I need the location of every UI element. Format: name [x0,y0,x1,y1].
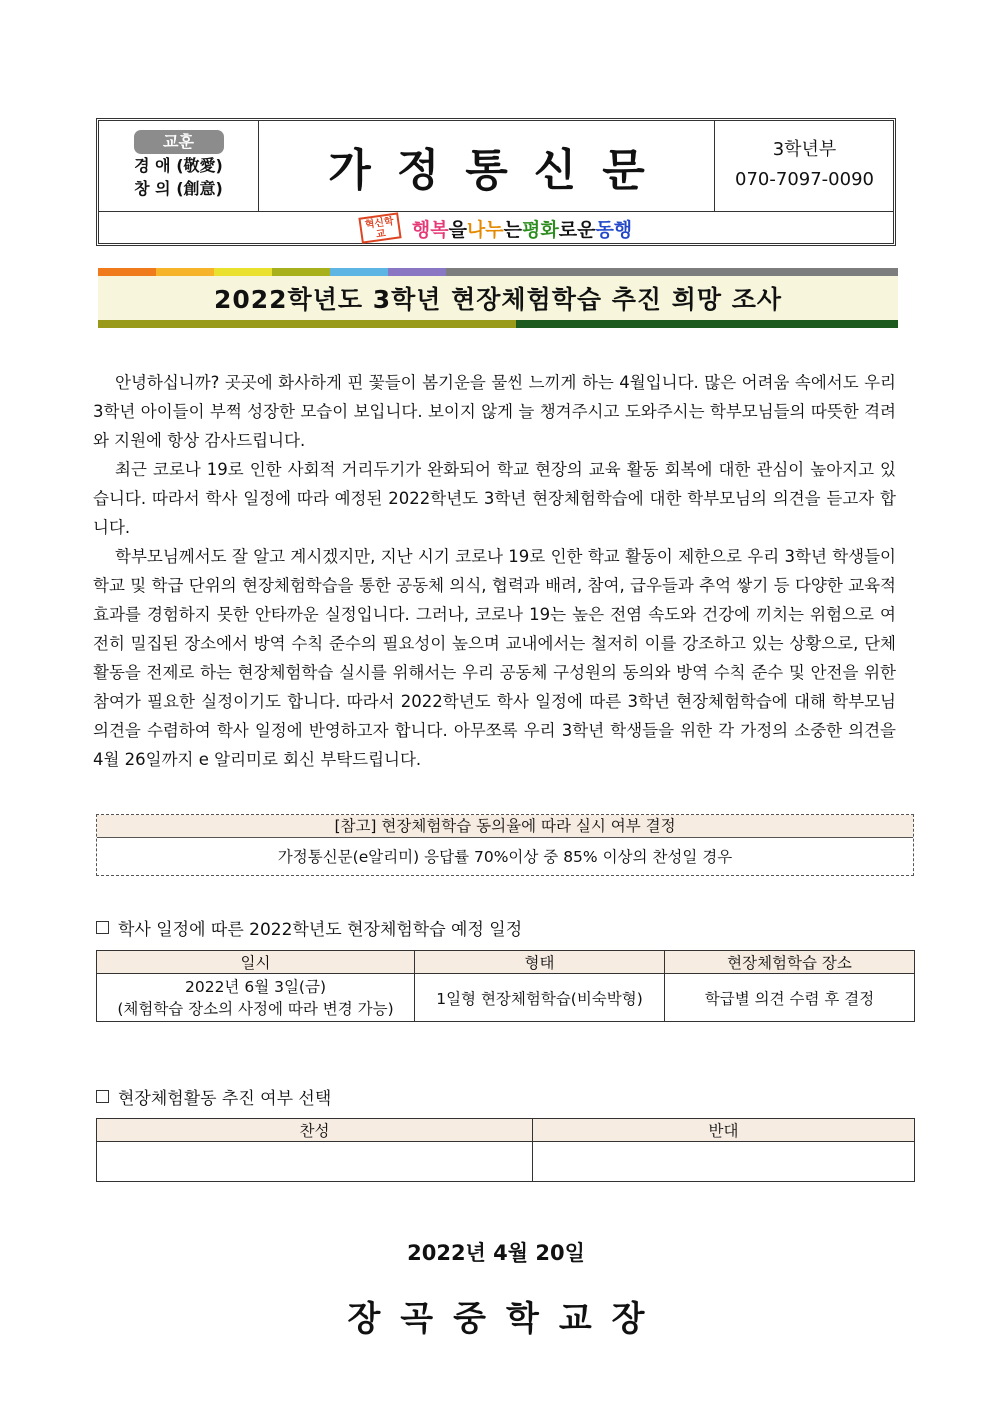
table-header-row [97,951,915,974]
body-paragraph-1: 안녕하십니까? 곳곳에 화사하게 핀 꽃들이 봄기운을 물씬 느끼게 하는 4월입니다. 많은 어려움 속에서도 우리 3학년 아이들이 부쩍 성장한 모습이 보입니다. 보이지 않게 늘 챙겨주시고 도와주시는 학부모님들의 따뜻한 격려와 지원에 항상 감사드립니다. [93,373,896,450]
survey-title-banner [98,268,898,330]
banner-color-bar [446,268,898,276]
header-top-row [99,121,893,212]
column-header-place: 현장체험학습 장소 [665,951,915,974]
slogan-particle: 로운 [558,218,596,241]
innovation-school-stamp-icon: 혁신학교 [358,212,401,243]
column-header-date: 일시 [97,951,415,974]
schedule-date: 2022년 6월 3일(금) [184,977,326,996]
letter-body [93,368,896,774]
letter-header [96,118,896,246]
issue-date: 2022년 4월 20일 [407,1241,585,1265]
document-title: 가정통신문 [259,121,715,211]
department-phone: 070-7097-0090 [735,169,874,190]
table-row [97,974,915,1022]
schedule-table [96,950,915,1022]
slogan-particle: 는 [503,218,522,241]
banner-color-bar [330,268,388,276]
banner-bottom-bar [516,320,898,328]
checkbox-square-icon [96,1090,109,1103]
reference-notice [96,814,914,876]
slogan-word-happiness: 행복 [411,218,449,241]
vote-table [96,1118,915,1182]
motto-badge: 교훈 [134,130,224,154]
school-slogan [99,212,893,244]
school-motto [99,121,259,211]
vote-section-heading [96,1084,331,1109]
schedule-section-heading [96,915,522,940]
schedule-date-cell [97,974,415,1022]
column-header-agree: 찬성 [97,1119,533,1142]
body-paragraph-2: 최근 코로나 19로 인한 사회적 거리두기가 완화되어 학교 현장의 교육 활동 회복에 대한 관심이 높아지고 있습니다. 따라서 학사 일정에 따라 예정된 2022학년도 3학년 현장체험학습에 대한 학부모님의 의견을 듣고자 합니다. [93,460,896,537]
notice-heading: [참고] 현장체험학습 동의율에 따라 실시 여부 결정 [97,815,913,838]
schedule-place: 학급별 의견 수렴 후 결정 [665,974,915,1022]
banner-color-bar [98,268,156,276]
motto-line-1: 경 애 (敬愛) [134,156,223,175]
survey-title: 2022학년도 3학년 현장체험학습 추진 희망 조사 [98,276,898,320]
notice-condition: 가정통신문(e알리미) 응답률 70%이상 중 85% 이상의 찬성일 경우 [277,848,733,866]
agree-response-cell[interactable] [97,1142,533,1182]
column-header-disagree: 반대 [533,1119,915,1142]
banner-color-bar [156,268,214,276]
checkbox-square-icon [96,921,109,934]
slogan-word-peace: 평화 [522,218,559,241]
department-info [716,121,893,211]
banner-color-bar [272,268,330,276]
principal-signature: 장곡중학교장 [347,1299,665,1339]
table-row [97,1142,915,1182]
schedule-date-note: (체험학습 장소의 사정에 따라 변경 가능) [117,999,394,1018]
table-header-row [97,1119,915,1142]
disagree-response-cell[interactable] [533,1142,915,1182]
slogan-particle: 을 [448,218,467,241]
schedule-type: 1일형 현장체험학습(비숙박형) [415,974,665,1022]
body-paragraph-3: 학부모님께서도 잘 알고 계시겠지만, 지난 시기 코로나 19로 인한 학교 활동이 제한으로 우리 3학년 학생들이 학교 및 학급 단위의 현장체험학습을 통한 공동체 의식, 협력과 배려, 참여, 급우들과 추억 쌓기 등 다양한 교육적 효과를 경험하지 못한 안타까운 실정입니다. 그러나, 코로나 19는 높은 전염 속도와 건강에 끼치는 위험으로 여전히 밀집된 장소에서 방역 수칙 준수의 필요성이 높으며 교내에서는 철저히 이를 강조하고 있는 상황으로, 단체 활동을 전제로 하는 현장체험학습 실시를 위해서는 우리 공동체 구성원의 동의와 방역 수칙 준수 및 안전을 위한 참여가 필요한 실정이기도 합니다. 따라서 2022학년도 학사 일정에 따른 3학년 현장체험학습에 대해 학부모님 의견을 수렴하여 학사 일정에 반영하고자 합니다. 아무쪼록 우리 3학년 학생들을 위한 각 가정의 소중한 의견을 4월 26일까지 e 알리미로 회신 부탁드립니다. [93,547,896,769]
banner-bottom-bar [98,320,516,328]
slogan-word-share: 나누 [466,218,504,241]
schedule-heading-text: 학사 일정에 따른 2022학년도 현장체험학습 예정 일정 [118,920,523,940]
slogan-word-companion: 동행 [595,218,633,241]
vote-heading-text: 현장체험활동 추진 여부 선택 [118,1089,332,1109]
banner-color-bar [214,268,272,276]
motto-line-2: 창 의 (創意) [134,179,223,198]
banner-color-bar [388,268,446,276]
column-header-type: 형태 [415,951,665,974]
department-name: 3학년부 [772,139,837,160]
